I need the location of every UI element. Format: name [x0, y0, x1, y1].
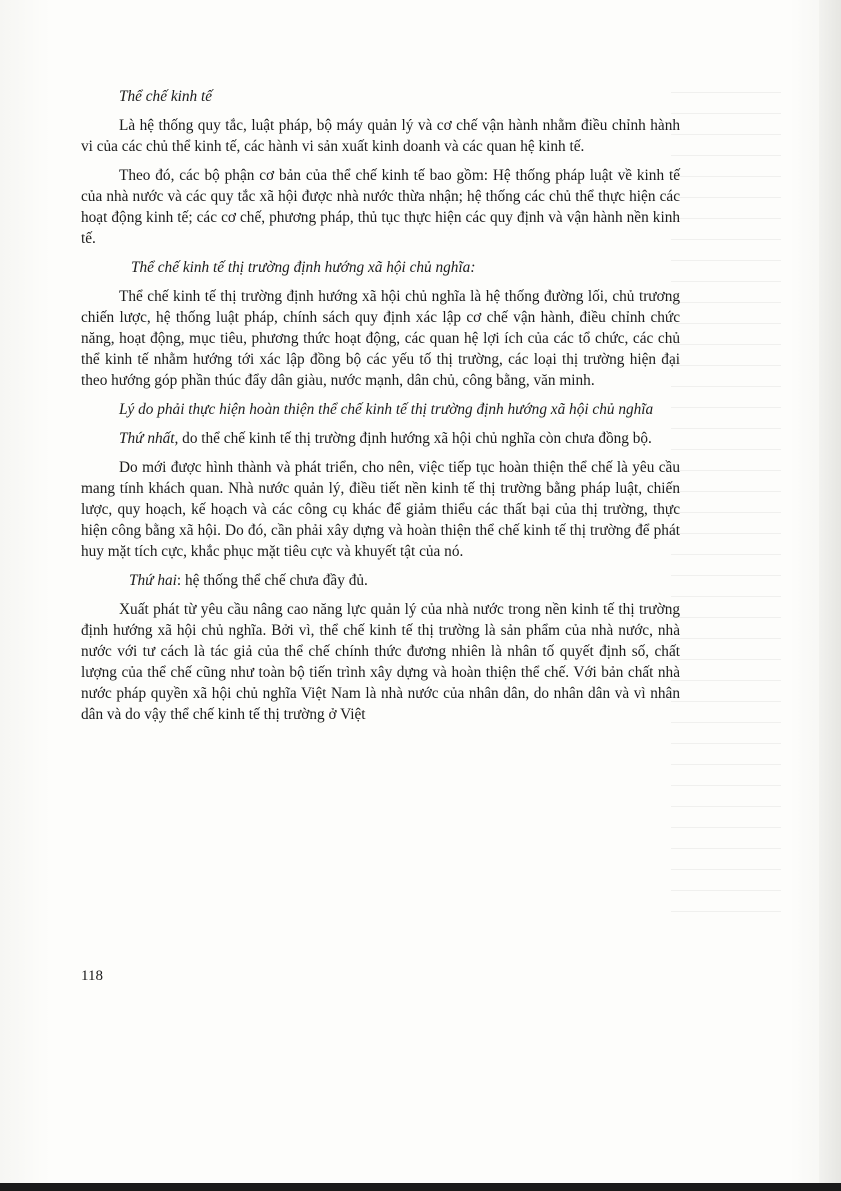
scan-right-edge — [819, 0, 841, 1191]
page-number: 118 — [81, 968, 103, 984]
show-through-texture — [671, 92, 781, 912]
paragraph-first-reason — [81, 428, 680, 449]
paragraph-definition: Là hệ thống quy tắc, luật pháp, bộ máy quản lý và cơ chế vận hành nhằm điều chỉnh hành vi của các chủ thể kinh tế, các hành vi sản xuất kinh doanh và các quan hệ kinh tế. — [81, 117, 680, 155]
heading-market-economy-institution: Thể chế kinh tế thị trường định hướng xã hội chủ nghĩa: — [131, 259, 476, 276]
paragraph-components: Theo đó, các bộ phận cơ bản của thể chế kinh tế bao gồm: Hệ thống pháp luật về kinh tế của nhà nước và các quy tắc xã hội được nhà nước thừa nhận; hệ thống các chủ thể thực hiện các hoạt động kinh tế; các cơ chế, phương pháp, thủ tục thực hiện các quy định và vận hành nền kinh tế. — [81, 167, 680, 247]
scan-bottom-edge — [0, 1183, 841, 1191]
first-reason-text: do thể chế kinh tế thị trường định hướng xã hội chủ nghĩa còn chưa đồng bộ. — [178, 430, 652, 447]
paragraph-second-reason-detail: Xuất phát từ yêu cầu nâng cao năng lực quản lý của nhà nước trong nền kinh tế thị trường định hướng xã hội chủ nghĩa. Bởi vì, thể chế kinh tế thị trường là sản phẩm của nhà nước, nhà nước với tư cách là tác giả của thể chế chính thức đương nhiên là nhân tố quyết định số, chất lượng của thể chế cũng như toàn bộ tiến trình xây dựng và hoàn thiện thể chế. Với bản chất nhà nước pháp quyền xã hội chủ nghĩa Việt Nam là nhà nước của nhân dân, do nhân dân và vì nhân dân và do vậy thể chế kinh tế thị trường ở Việt — [81, 601, 680, 723]
paragraph-first-reason-detail: Do mới được hình thành và phát triển, cho nên, việc tiếp tục hoàn thiện thể chế là yêu cầu mang tính khách quan. Nhà nước quản lý, điều tiết nền kinh tế thị trường bằng pháp luật, chiến lược, quy hoạch, kế hoạch và các công cụ khác để giảm thiểu các thất bại của thị trường, thực hiện công bằng xã hội. Do đó, cần phải xây dựng và hoàn thiện thể chế kinh tế thị trường để phát huy mặt tích cực, khắc phục mặt tiêu cực và khuyết tật của nó. — [81, 459, 680, 560]
body-text — [81, 84, 680, 733]
second-reason-lead: Thứ hai — [129, 572, 177, 589]
paragraph-market-economy-definition: Thể chế kinh tế thị trường định hướng xã hội chủ nghĩa là hệ thống đường lối, chủ trương chiến lược, hệ thống luật pháp, chính sách quy định xác lập cơ chế vận hành, điều chỉnh chức năng, hoạt động, mục tiêu, phương thức hoạt động, các quan hệ lợi ích của các tổ chức, các chủ thể kinh tế nhằm hướng tới xác lập đồng bộ các yếu tố thị trường, các loại thị trường hiện đại theo hướng góp phần thúc đẩy dân giàu, nước mạnh, dân chủ, công bằng, văn minh. — [81, 288, 680, 389]
second-reason-text: : hệ thống thể chế chưa đầy đủ. — [176, 572, 368, 589]
heading-reasons: Lý do phải thực hiện hoàn thiện thể chế kinh tế thị trường định hướng xã hội chủ nghĩa — [119, 401, 654, 418]
first-reason-lead: Thứ nhất, — [119, 430, 179, 447]
paragraph-second-reason — [81, 570, 680, 591]
heading-the-che-kinh-te: Thể chế kinh tế — [119, 88, 213, 105]
